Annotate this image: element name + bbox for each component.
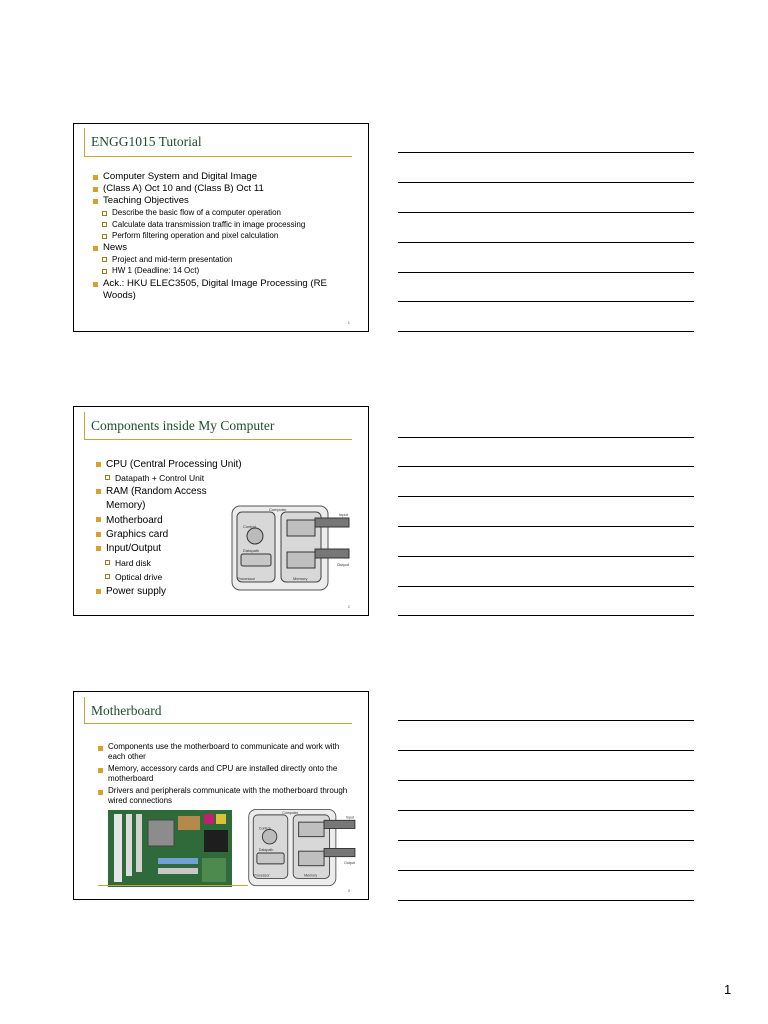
slide-page-number: 3 xyxy=(347,888,350,893)
slide-title: Components inside My Computer xyxy=(91,418,275,433)
sub-list-item: Optical drive xyxy=(94,570,244,585)
notes-line xyxy=(398,526,694,527)
sub-list-item: Project and mid-term presentation xyxy=(91,254,353,266)
sub-list-item: Calculate data transmission traffic in image processing xyxy=(91,219,353,231)
sub-list-item: HW 1 (Deadline: 14 Oct) xyxy=(91,265,353,277)
notes-line xyxy=(398,586,694,587)
motherboard-photo xyxy=(108,810,232,887)
list-item: Drivers and peripherals communicate with the motherboard through wired connections xyxy=(96,786,358,806)
diagram-label-computer: Computer xyxy=(282,810,299,815)
list-item: Ack.: HKU ELEC3505, Digital Image Processing (RE Woods) xyxy=(91,278,353,302)
slide-page-number: 2 xyxy=(347,604,350,609)
notes-line xyxy=(398,780,694,781)
list-item: Computer System and Digital Image xyxy=(91,171,353,183)
list-item: Motherboard xyxy=(94,513,244,528)
notes-line xyxy=(398,720,694,721)
notes-line xyxy=(398,870,694,871)
notes-line xyxy=(398,272,694,273)
diagram-label-memory: Memory xyxy=(293,576,308,581)
diagram-label-memory: Memory xyxy=(304,873,318,878)
notes-line xyxy=(398,182,694,183)
notes-line xyxy=(398,556,694,557)
list-item: Graphics card xyxy=(94,528,244,542)
notes-line xyxy=(398,615,694,616)
list-item: Components use the motherboard to communicate and work with each other xyxy=(96,742,358,762)
sub-list-item: Datapath + Control Unit xyxy=(94,471,244,485)
sub-list-item: Perform filtering operation and pixel calculation xyxy=(91,230,353,242)
diagram-label-input: Input xyxy=(339,512,348,517)
title-rule xyxy=(84,156,352,157)
slide-title: Motherboard xyxy=(91,703,162,718)
list-item: Teaching Objectives xyxy=(91,195,353,207)
page-number: 1 xyxy=(724,982,732,997)
list-item: (Class A) Oct 10 and (Class B) Oct 11 xyxy=(91,183,353,195)
list-item: News xyxy=(91,242,353,254)
bullet-list xyxy=(91,171,353,302)
diagram-label-output: Output xyxy=(337,562,350,567)
notes-line xyxy=(398,242,694,243)
bullet-list xyxy=(96,742,358,806)
notes-line xyxy=(398,900,694,901)
slide-3 xyxy=(73,691,369,900)
diagram-label-datapath: Datapath xyxy=(258,848,274,853)
title-rule-vertical xyxy=(84,412,85,440)
title-rule xyxy=(84,723,352,724)
diagram-label-control: Control xyxy=(243,524,256,529)
diagram-label-datapath: Datapath xyxy=(243,548,260,553)
notes-line xyxy=(398,152,694,153)
list-item: CPU (Central Processing Unit) xyxy=(94,458,244,471)
list-item: RAM (Random Access Memory) xyxy=(94,485,244,513)
diagram-label-processor: Processor xyxy=(253,873,270,878)
slide-2 xyxy=(73,406,369,616)
slide-page-number: 1 xyxy=(347,320,350,325)
list-item: Input/Output xyxy=(94,542,244,556)
diagram-label-computer: Computer xyxy=(269,507,287,512)
notes-line xyxy=(398,496,694,497)
title-rule xyxy=(84,439,352,440)
slide-title: ENGG1015 Tutorial xyxy=(91,134,202,149)
notes-line xyxy=(398,466,694,467)
photo-caption-rule xyxy=(98,885,248,886)
notes-line xyxy=(398,750,694,751)
notes-line xyxy=(398,212,694,213)
sub-list-item: Hard disk xyxy=(94,556,244,570)
notes-line xyxy=(398,810,694,811)
sub-list-item: Describe the basic flow of a computer operation xyxy=(91,207,353,219)
list-item: Power supply xyxy=(94,585,244,599)
diagram-label-input: Input xyxy=(345,815,354,820)
notes-line xyxy=(398,437,694,438)
computer-diagram xyxy=(246,804,364,892)
notes-line xyxy=(398,331,694,332)
notes-line xyxy=(398,840,694,841)
diagram-label-processor: Processor xyxy=(237,576,256,581)
notes-line xyxy=(398,301,694,302)
list-item: Memory, accessory cards and CPU are installed directly onto the motherboard xyxy=(96,764,358,784)
diagram-label-control: Control xyxy=(258,826,271,831)
slide-1 xyxy=(73,123,369,332)
diagram-label-output: Output xyxy=(344,860,355,865)
bullet-list xyxy=(94,458,244,599)
title-rule-vertical xyxy=(84,128,85,157)
title-rule-vertical xyxy=(84,697,85,724)
computer-diagram xyxy=(229,502,359,595)
